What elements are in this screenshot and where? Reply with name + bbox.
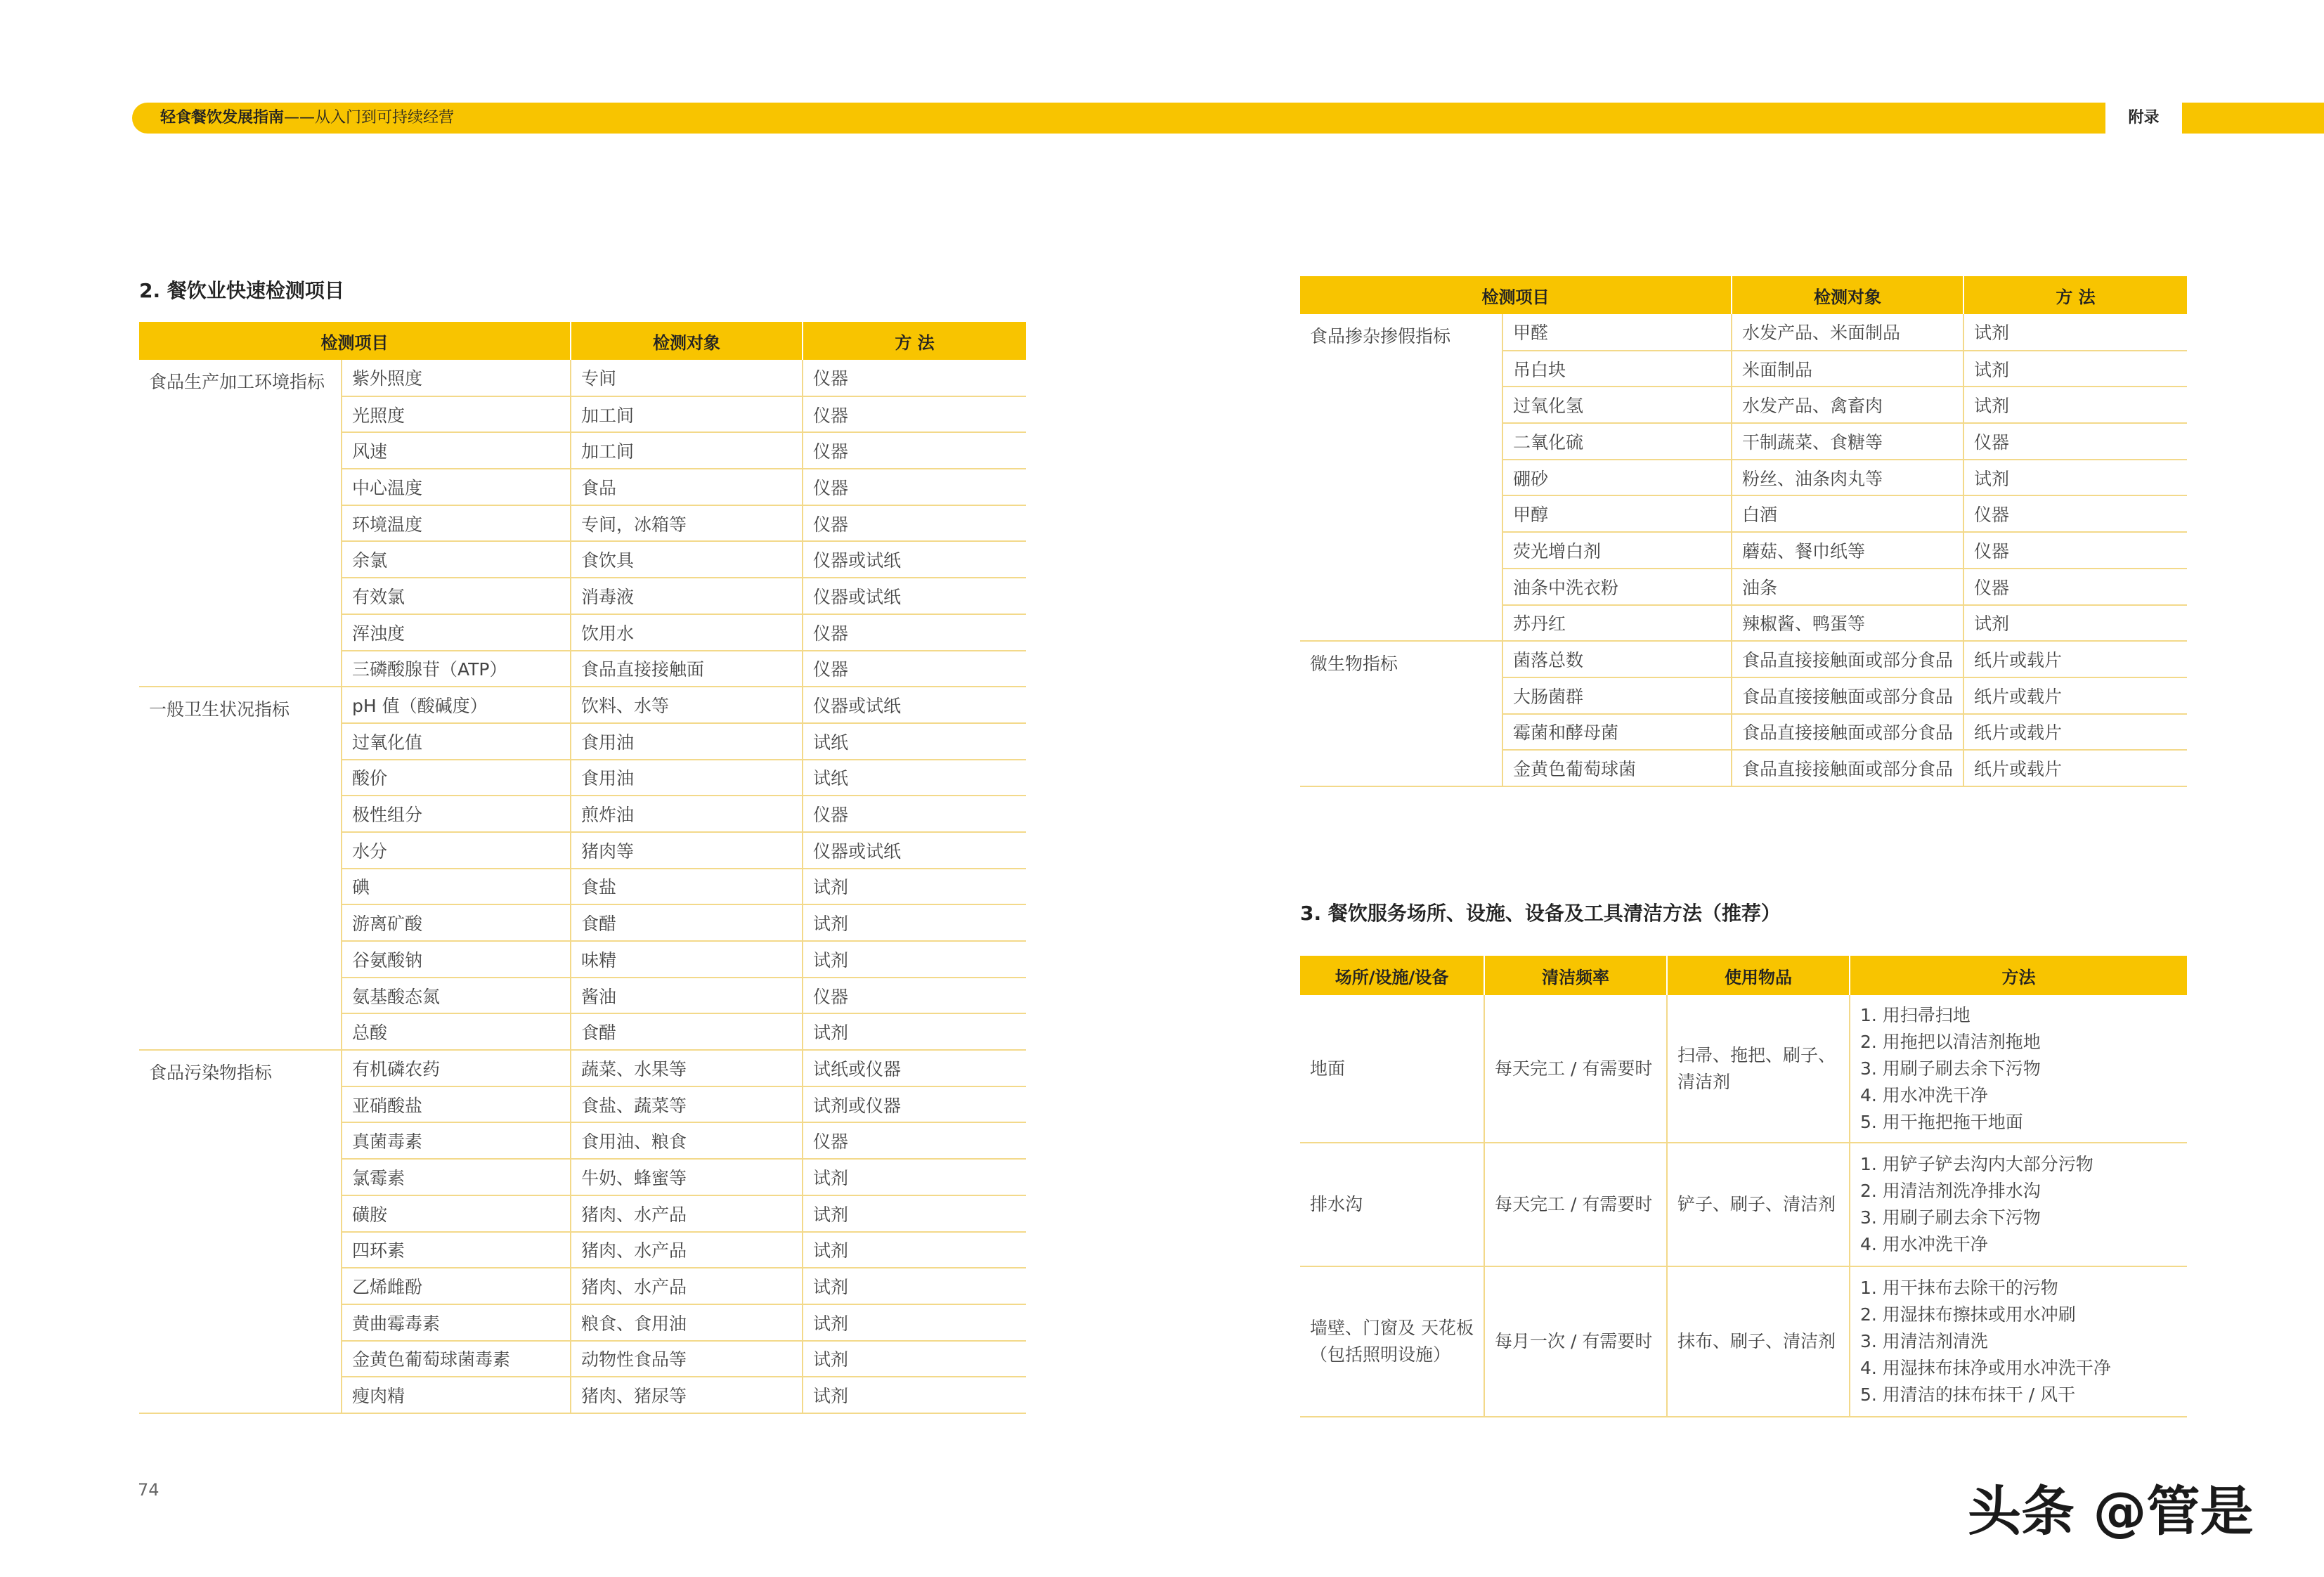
column-header-target: 检测对象 bbox=[571, 322, 803, 360]
target-cell: 食品直接接触面或部分食品 bbox=[1732, 677, 1963, 714]
place-cell: 地面 bbox=[1300, 995, 1484, 1143]
column-header-method: 方 法 bbox=[1963, 276, 2187, 314]
cleaning-table bbox=[1300, 956, 2187, 1417]
column-header-item: 检测项目 bbox=[1300, 276, 1732, 314]
method-cell: 仪器 bbox=[803, 432, 1026, 469]
target-cell: 食品直接接触面 bbox=[571, 651, 803, 687]
method-cell: 试剂 bbox=[803, 1268, 1026, 1304]
target-cell: 加工间 bbox=[571, 396, 803, 433]
item-cell: 苏丹红 bbox=[1502, 605, 1732, 642]
method-cell: 仪器 bbox=[803, 796, 1026, 832]
method-cell: 仪器 bbox=[803, 978, 1026, 1014]
method-cell: 试剂 bbox=[1963, 387, 2187, 423]
method-cell: 仪器 bbox=[1963, 569, 2187, 605]
document-title-subtitle: ——从入门到可持续经营 bbox=[284, 109, 455, 126]
table-row bbox=[1300, 1266, 2187, 1417]
document-title-bold: 轻食餐饮发展指南 bbox=[160, 109, 285, 126]
table-row bbox=[139, 1050, 1026, 1086]
item-cell: pH 值（酸碱度） bbox=[342, 687, 571, 723]
method-step: 4. 用水冲洗干净 bbox=[1860, 1084, 1988, 1105]
item-cell: 磺胺 bbox=[342, 1195, 571, 1232]
method-cell: 试剂 bbox=[803, 1304, 1026, 1341]
method-cell: 试剂 bbox=[803, 1341, 1026, 1377]
target-cell: 味精 bbox=[571, 941, 803, 978]
target-cell: 蘑菇、餐巾纸等 bbox=[1732, 532, 1963, 569]
item-cell: 霉菌和酵母菌 bbox=[1502, 714, 1732, 751]
frequency-cell: 每天完工 / 有需要时 bbox=[1484, 1143, 1667, 1266]
target-cell: 食盐、蔬菜等 bbox=[571, 1086, 803, 1123]
method-cell: 试纸 bbox=[803, 760, 1026, 796]
target-cell: 蔬菜、水果等 bbox=[571, 1050, 803, 1086]
item-cell: 油条中洗衣粉 bbox=[1502, 569, 1732, 605]
target-cell: 食品直接接触面或部分食品 bbox=[1732, 641, 1963, 677]
item-cell: 三磷酸腺苷（ATP） bbox=[342, 651, 571, 687]
table-row bbox=[1300, 995, 2187, 1143]
method-cell: 试纸 bbox=[803, 723, 1026, 760]
item-cell: 硼砂 bbox=[1502, 460, 1732, 496]
target-cell: 饮用水 bbox=[571, 614, 803, 651]
item-cell: 金黄色葡萄球菌 bbox=[1502, 750, 1732, 786]
page-number: 74 bbox=[138, 1480, 160, 1500]
item-cell: 风速 bbox=[342, 432, 571, 469]
method-cell: 仪器 bbox=[803, 651, 1026, 687]
item-cell: 有效氯 bbox=[342, 578, 571, 614]
target-cell: 酱油 bbox=[571, 978, 803, 1014]
target-cell: 饮料、水等 bbox=[571, 687, 803, 723]
method-cell: 试剂或仪器 bbox=[803, 1086, 1026, 1123]
category-cell: 微生物指标 bbox=[1300, 641, 1502, 786]
table-header-row bbox=[1300, 956, 2187, 995]
item-cell: 浑浊度 bbox=[342, 614, 571, 651]
method-cell: 试剂 bbox=[803, 1195, 1026, 1232]
target-cell: 食品 bbox=[571, 469, 803, 505]
item-cell: 氯霉素 bbox=[342, 1159, 571, 1195]
target-cell: 煎炸油 bbox=[571, 796, 803, 832]
target-cell: 牛奶、蜂蜜等 bbox=[571, 1159, 803, 1195]
item-cell: 有机磷农药 bbox=[342, 1050, 571, 1086]
steps-cell bbox=[1850, 995, 2187, 1143]
target-cell: 米面制品 bbox=[1732, 351, 1963, 387]
category-cell: 一般卫生状况指标 bbox=[139, 687, 342, 1050]
target-cell: 食盐 bbox=[571, 869, 803, 905]
item-cell: 极性组分 bbox=[342, 796, 571, 832]
method-step: 1. 用扫帚扫地 bbox=[1860, 1004, 1971, 1025]
table-header-row bbox=[1300, 276, 2187, 314]
target-cell: 辣椒酱、鸭蛋等 bbox=[1732, 605, 1963, 642]
item-cell: 乙烯雌酚 bbox=[342, 1268, 571, 1304]
method-cell: 仪器或试纸 bbox=[803, 832, 1026, 869]
method-cell: 试剂 bbox=[803, 941, 1026, 978]
section3-heading: 3. 餐饮服务场所、设施、设备及工具清洁方法（推荐） bbox=[1300, 902, 1781, 925]
place-cell: 墙壁、门窗及 天花板（包括照明设施） bbox=[1300, 1266, 1484, 1417]
target-cell: 白酒 bbox=[1732, 495, 1963, 532]
items-cell: 抹布、刷子、清洁剂 bbox=[1667, 1266, 1850, 1417]
detection-table-right bbox=[1300, 276, 2187, 787]
target-cell: 动物性食品等 bbox=[571, 1341, 803, 1377]
items-cell: 铲子、刷子、清洁剂 bbox=[1667, 1143, 1850, 1266]
method-step: 4. 用水冲洗干净 bbox=[1860, 1234, 1988, 1254]
method-cell: 仪器 bbox=[1963, 423, 2187, 460]
item-cell: 中心温度 bbox=[342, 469, 571, 505]
item-cell: 金黄色葡萄球菌毒素 bbox=[342, 1341, 571, 1377]
method-cell: 仪器 bbox=[803, 469, 1026, 505]
target-cell: 食饮具 bbox=[571, 541, 803, 578]
item-cell: 碘 bbox=[342, 869, 571, 905]
method-cell: 试剂 bbox=[803, 1159, 1026, 1195]
method-cell: 纸片或载片 bbox=[1963, 641, 2187, 677]
document-title bbox=[160, 104, 454, 132]
method-cell: 试纸或仪器 bbox=[803, 1050, 1026, 1086]
item-cell: 菌落总数 bbox=[1502, 641, 1732, 677]
target-cell: 消毒液 bbox=[571, 578, 803, 614]
item-cell: 氨基酸态氮 bbox=[342, 978, 571, 1014]
item-cell: 大肠菌群 bbox=[1502, 677, 1732, 714]
target-cell: 水发产品、米面制品 bbox=[1732, 314, 1963, 351]
target-cell: 粉丝、油条肉丸等 bbox=[1732, 460, 1963, 496]
method-step: 2. 用湿抹布擦抹或用水冲刷 bbox=[1860, 1304, 2076, 1325]
target-cell: 食醋 bbox=[571, 1013, 803, 1050]
target-cell: 猪肉、水产品 bbox=[571, 1232, 803, 1268]
method-cell: 试剂 bbox=[803, 904, 1026, 941]
method-cell: 仪器 bbox=[1963, 495, 2187, 532]
method-cell: 纸片或载片 bbox=[1963, 714, 2187, 751]
target-cell: 干制蔬菜、食糖等 bbox=[1732, 423, 1963, 460]
target-cell: 食品直接接触面或部分食品 bbox=[1732, 714, 1963, 751]
item-cell: 环境温度 bbox=[342, 505, 571, 542]
method-step: 5. 用干拖把拖干地面 bbox=[1860, 1111, 2023, 1132]
target-cell: 食用油 bbox=[571, 760, 803, 796]
target-cell: 猪肉等 bbox=[571, 832, 803, 869]
method-cell: 纸片或载片 bbox=[1963, 750, 2187, 786]
method-cell: 试剂 bbox=[803, 869, 1026, 905]
column-header-item: 检测项目 bbox=[139, 322, 571, 360]
target-cell: 油条 bbox=[1732, 569, 1963, 605]
table-row bbox=[1300, 641, 2187, 677]
item-cell: 谷氨酸钠 bbox=[342, 941, 571, 978]
place-cell: 排水沟 bbox=[1300, 1143, 1484, 1266]
method-cell: 试剂 bbox=[1963, 351, 2187, 387]
table-row bbox=[1300, 314, 2187, 351]
target-cell: 食用油、粮食 bbox=[571, 1122, 803, 1159]
item-cell: 过氧化氢 bbox=[1502, 387, 1732, 423]
detection-table-left bbox=[139, 322, 1026, 1414]
target-cell: 粮食、食用油 bbox=[571, 1304, 803, 1341]
column-header-target: 检测对象 bbox=[1732, 276, 1963, 314]
item-cell: 荧光增白剂 bbox=[1502, 532, 1732, 569]
item-cell: 余氯 bbox=[342, 541, 571, 578]
section-tag: 附录 bbox=[2128, 109, 2160, 126]
target-cell: 猪肉、猪尿等 bbox=[571, 1377, 803, 1413]
category-cell: 食品污染物指标 bbox=[139, 1050, 342, 1413]
item-cell: 瘦肉精 bbox=[342, 1377, 571, 1413]
header-band-right bbox=[2182, 103, 2324, 134]
steps-cell bbox=[1850, 1266, 2187, 1417]
frequency-cell: 每月一次 / 有需要时 bbox=[1484, 1266, 1667, 1417]
method-cell: 仪器或试纸 bbox=[803, 541, 1026, 578]
method-step: 3. 用刷子刷去余下污物 bbox=[1860, 1058, 2041, 1079]
column-header-frequency: 清洁频率 bbox=[1484, 956, 1667, 995]
item-cell: 游离矿酸 bbox=[342, 904, 571, 941]
method-cell: 仪器 bbox=[803, 1122, 1026, 1159]
method-step: 4. 用湿抹布抹净或用水冲洗干净 bbox=[1860, 1358, 2111, 1378]
table-header-row bbox=[139, 322, 1026, 360]
method-step: 3. 用清洁剂清洗 bbox=[1860, 1331, 1988, 1351]
target-cell: 食品直接接触面或部分食品 bbox=[1732, 750, 1963, 786]
item-cell: 甲醇 bbox=[1502, 495, 1732, 532]
item-cell: 酸价 bbox=[342, 760, 571, 796]
method-cell: 仪器或试纸 bbox=[803, 578, 1026, 614]
item-cell: 真菌毒素 bbox=[342, 1122, 571, 1159]
method-cell: 仪器 bbox=[803, 614, 1026, 651]
target-cell: 专间 bbox=[571, 360, 803, 396]
target-cell: 食用油 bbox=[571, 723, 803, 760]
target-cell: 猪肉、水产品 bbox=[571, 1195, 803, 1232]
method-step: 5. 用清洁的抹布抹干 / 风干 bbox=[1860, 1384, 2076, 1405]
column-header-place: 场所/设施/设备 bbox=[1300, 956, 1484, 995]
method-step: 1. 用干抹布去除干的污物 bbox=[1860, 1278, 2058, 1298]
item-cell: 紫外照度 bbox=[342, 360, 571, 396]
method-cell: 纸片或载片 bbox=[1963, 677, 2187, 714]
table-row bbox=[139, 360, 1026, 396]
method-cell: 仪器或试纸 bbox=[803, 687, 1026, 723]
table-row bbox=[139, 687, 1026, 723]
item-cell: 四环素 bbox=[342, 1232, 571, 1268]
method-cell: 仪器 bbox=[803, 505, 1026, 542]
column-header-method: 方法 bbox=[1850, 956, 2187, 995]
method-step: 1. 用铲子铲去沟内大部分污物 bbox=[1860, 1154, 2093, 1174]
target-cell: 专间，冰箱等 bbox=[571, 505, 803, 542]
method-step: 2. 用拖把以清洁剂拖地 bbox=[1860, 1031, 2041, 1052]
method-cell: 试剂 bbox=[803, 1377, 1026, 1413]
method-cell: 仪器 bbox=[1963, 532, 2187, 569]
target-cell: 食醋 bbox=[571, 904, 803, 941]
target-cell: 加工间 bbox=[571, 432, 803, 469]
method-step: 2. 用清洁剂洗净排水沟 bbox=[1860, 1181, 2041, 1201]
table-row bbox=[1300, 1143, 2187, 1266]
section2-heading: 2. 餐饮业快速检测项目 bbox=[139, 279, 344, 302]
method-cell: 仪器 bbox=[803, 360, 1026, 396]
item-cell: 水分 bbox=[342, 832, 571, 869]
method-cell: 试剂 bbox=[1963, 460, 2187, 496]
method-cell: 试剂 bbox=[1963, 314, 2187, 351]
item-cell: 光照度 bbox=[342, 396, 571, 433]
item-cell: 过氧化值 bbox=[342, 723, 571, 760]
column-header-method: 方 法 bbox=[803, 322, 1026, 360]
method-cell: 仪器 bbox=[803, 396, 1026, 433]
category-cell: 食品生产加工环境指标 bbox=[139, 360, 342, 687]
item-cell: 甲醛 bbox=[1502, 314, 1732, 351]
target-cell: 水发产品、禽畜肉 bbox=[1732, 387, 1963, 423]
item-cell: 吊白块 bbox=[1502, 351, 1732, 387]
watermark: 头条 @管是 bbox=[1968, 1480, 2254, 1543]
method-step: 3. 用刷子刷去余下污物 bbox=[1860, 1207, 2041, 1228]
item-cell: 亚硝酸盐 bbox=[342, 1086, 571, 1123]
steps-cell bbox=[1850, 1143, 2187, 1266]
column-header-items: 使用物品 bbox=[1667, 956, 1850, 995]
category-cell: 食品掺杂掺假指标 bbox=[1300, 314, 1502, 641]
frequency-cell: 每天完工 / 有需要时 bbox=[1484, 995, 1667, 1143]
method-cell: 试剂 bbox=[1963, 605, 2187, 642]
items-cell: 扫帚、拖把、刷子、清洁剂 bbox=[1667, 995, 1850, 1143]
method-cell: 试剂 bbox=[803, 1013, 1026, 1050]
item-cell: 二氧化硫 bbox=[1502, 423, 1732, 460]
method-cell: 试剂 bbox=[803, 1232, 1026, 1268]
item-cell: 黄曲霉毒素 bbox=[342, 1304, 571, 1341]
item-cell: 总酸 bbox=[342, 1013, 571, 1050]
target-cell: 猪肉、水产品 bbox=[571, 1268, 803, 1304]
